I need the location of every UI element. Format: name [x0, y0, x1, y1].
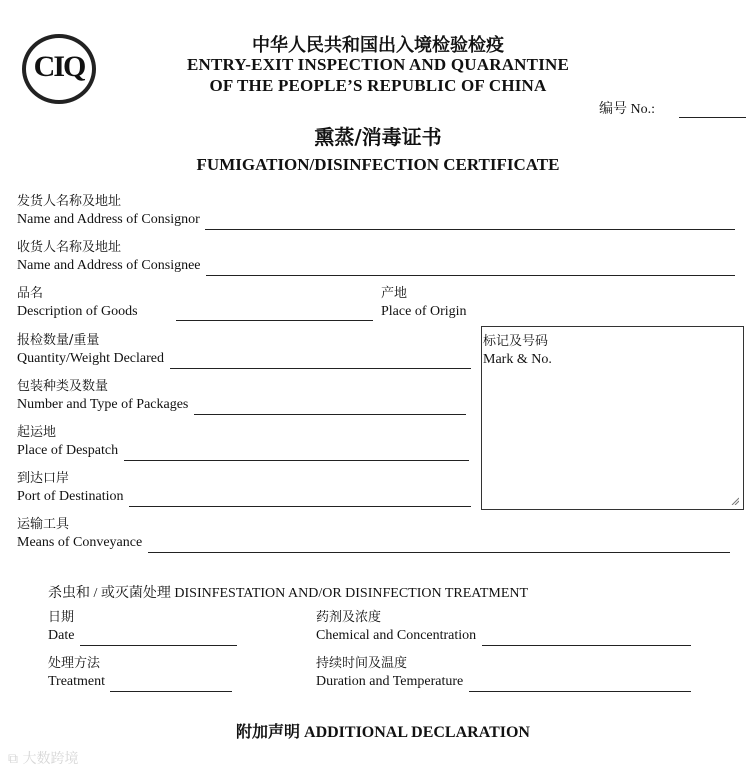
despatch-field[interactable]: [124, 460, 469, 461]
quantity-label-zh: 报检数量/重量: [17, 333, 100, 348]
watermark-logo-icon: ⧉: [8, 751, 18, 767]
org-title-zh: 中华人民共和国出入境检验检疫: [252, 35, 504, 56]
org-title-en-line2: OF THE PEOPLE’S REPUBLIC OF CHINA: [209, 76, 547, 95]
packages-field[interactable]: [194, 414, 466, 415]
marks-textarea[interactable]: [481, 326, 744, 510]
resize-handle-icon[interactable]: [731, 497, 739, 505]
additional-declaration-heading: 附加声明 ADDITIONAL DECLARATION: [236, 724, 530, 741]
date-label-zh: 日期: [48, 610, 75, 625]
watermark-text: 大数跨境: [22, 751, 79, 767]
packages-label-en: Number and Type of Packages: [17, 397, 189, 412]
goods-label-zh: 品名: [17, 286, 44, 301]
origin-label-zh: 产地: [381, 286, 408, 301]
certificate-title-zh: 熏蒸/消毒证书: [314, 125, 442, 149]
despatch-label-en: Place of Despatch: [17, 443, 119, 458]
duration-label-en: Duration and Temperature: [316, 674, 464, 689]
org-title-en-line1: ENTRY-EXIT INSPECTION AND QUARANTINE: [186, 55, 570, 74]
watermark: [8, 748, 78, 768]
certificate-number-label: 编号 No.:: [599, 102, 655, 117]
date-label-en: Date: [48, 628, 75, 643]
destination-field[interactable]: [129, 506, 471, 507]
date-field[interactable]: [80, 645, 237, 646]
method-label-en: Treatment: [48, 674, 106, 689]
consignor-field[interactable]: [205, 229, 735, 230]
duration-label-zh: 持续时间及温度: [316, 656, 408, 671]
destination-label-zh: 到达口岸: [17, 471, 70, 486]
goods-field[interactable]: [176, 320, 373, 321]
method-label-zh: 处理方法: [48, 656, 101, 671]
certificate-title-en: FUMIGATION/DISINFECTION CERTIFICATE: [196, 155, 560, 174]
consignor-label-zh: 发货人名称及地址: [17, 194, 122, 209]
certificate-number-field[interactable]: [679, 100, 746, 118]
conveyance-label-en: Means of Conveyance: [17, 535, 143, 550]
marks-label-zh: 标记及号码: [483, 334, 549, 349]
marks-label-en: Mark & No.: [483, 352, 552, 367]
duration-field[interactable]: [469, 691, 691, 692]
chemical-label-en: Chemical and Concentration: [316, 628, 477, 643]
chemical-field[interactable]: [482, 645, 691, 646]
origin-label-en: Place of Origin: [381, 304, 467, 319]
packages-label-zh: 包装种类及数量: [17, 379, 109, 394]
destination-label-en: Port of Destination: [17, 489, 124, 504]
conveyance-field[interactable]: [148, 552, 730, 553]
consignee-label-en: Name and Address of Consignee: [17, 258, 201, 273]
consignee-field[interactable]: [206, 275, 735, 276]
treatment-heading: 杀虫和 / 或灭菌处理 DISINFESTATION AND/OR DISINFECTION TREATMENT: [48, 586, 529, 601]
despatch-label-zh: 起运地: [17, 425, 57, 440]
method-field[interactable]: [110, 691, 232, 692]
quantity-field[interactable]: [170, 368, 471, 369]
quantity-label-en: Quantity/Weight Declared: [17, 351, 164, 366]
consignee-label-zh: 收货人名称及地址: [17, 240, 122, 255]
chemical-label-zh: 药剂及浓度: [316, 610, 382, 625]
consignor-label-en: Name and Address of Consignor: [17, 212, 200, 227]
logo-text: CIQ: [33, 50, 85, 83]
goods-label-en: Description of Goods: [17, 304, 138, 319]
conveyance-label-zh: 运输工具: [17, 517, 70, 532]
